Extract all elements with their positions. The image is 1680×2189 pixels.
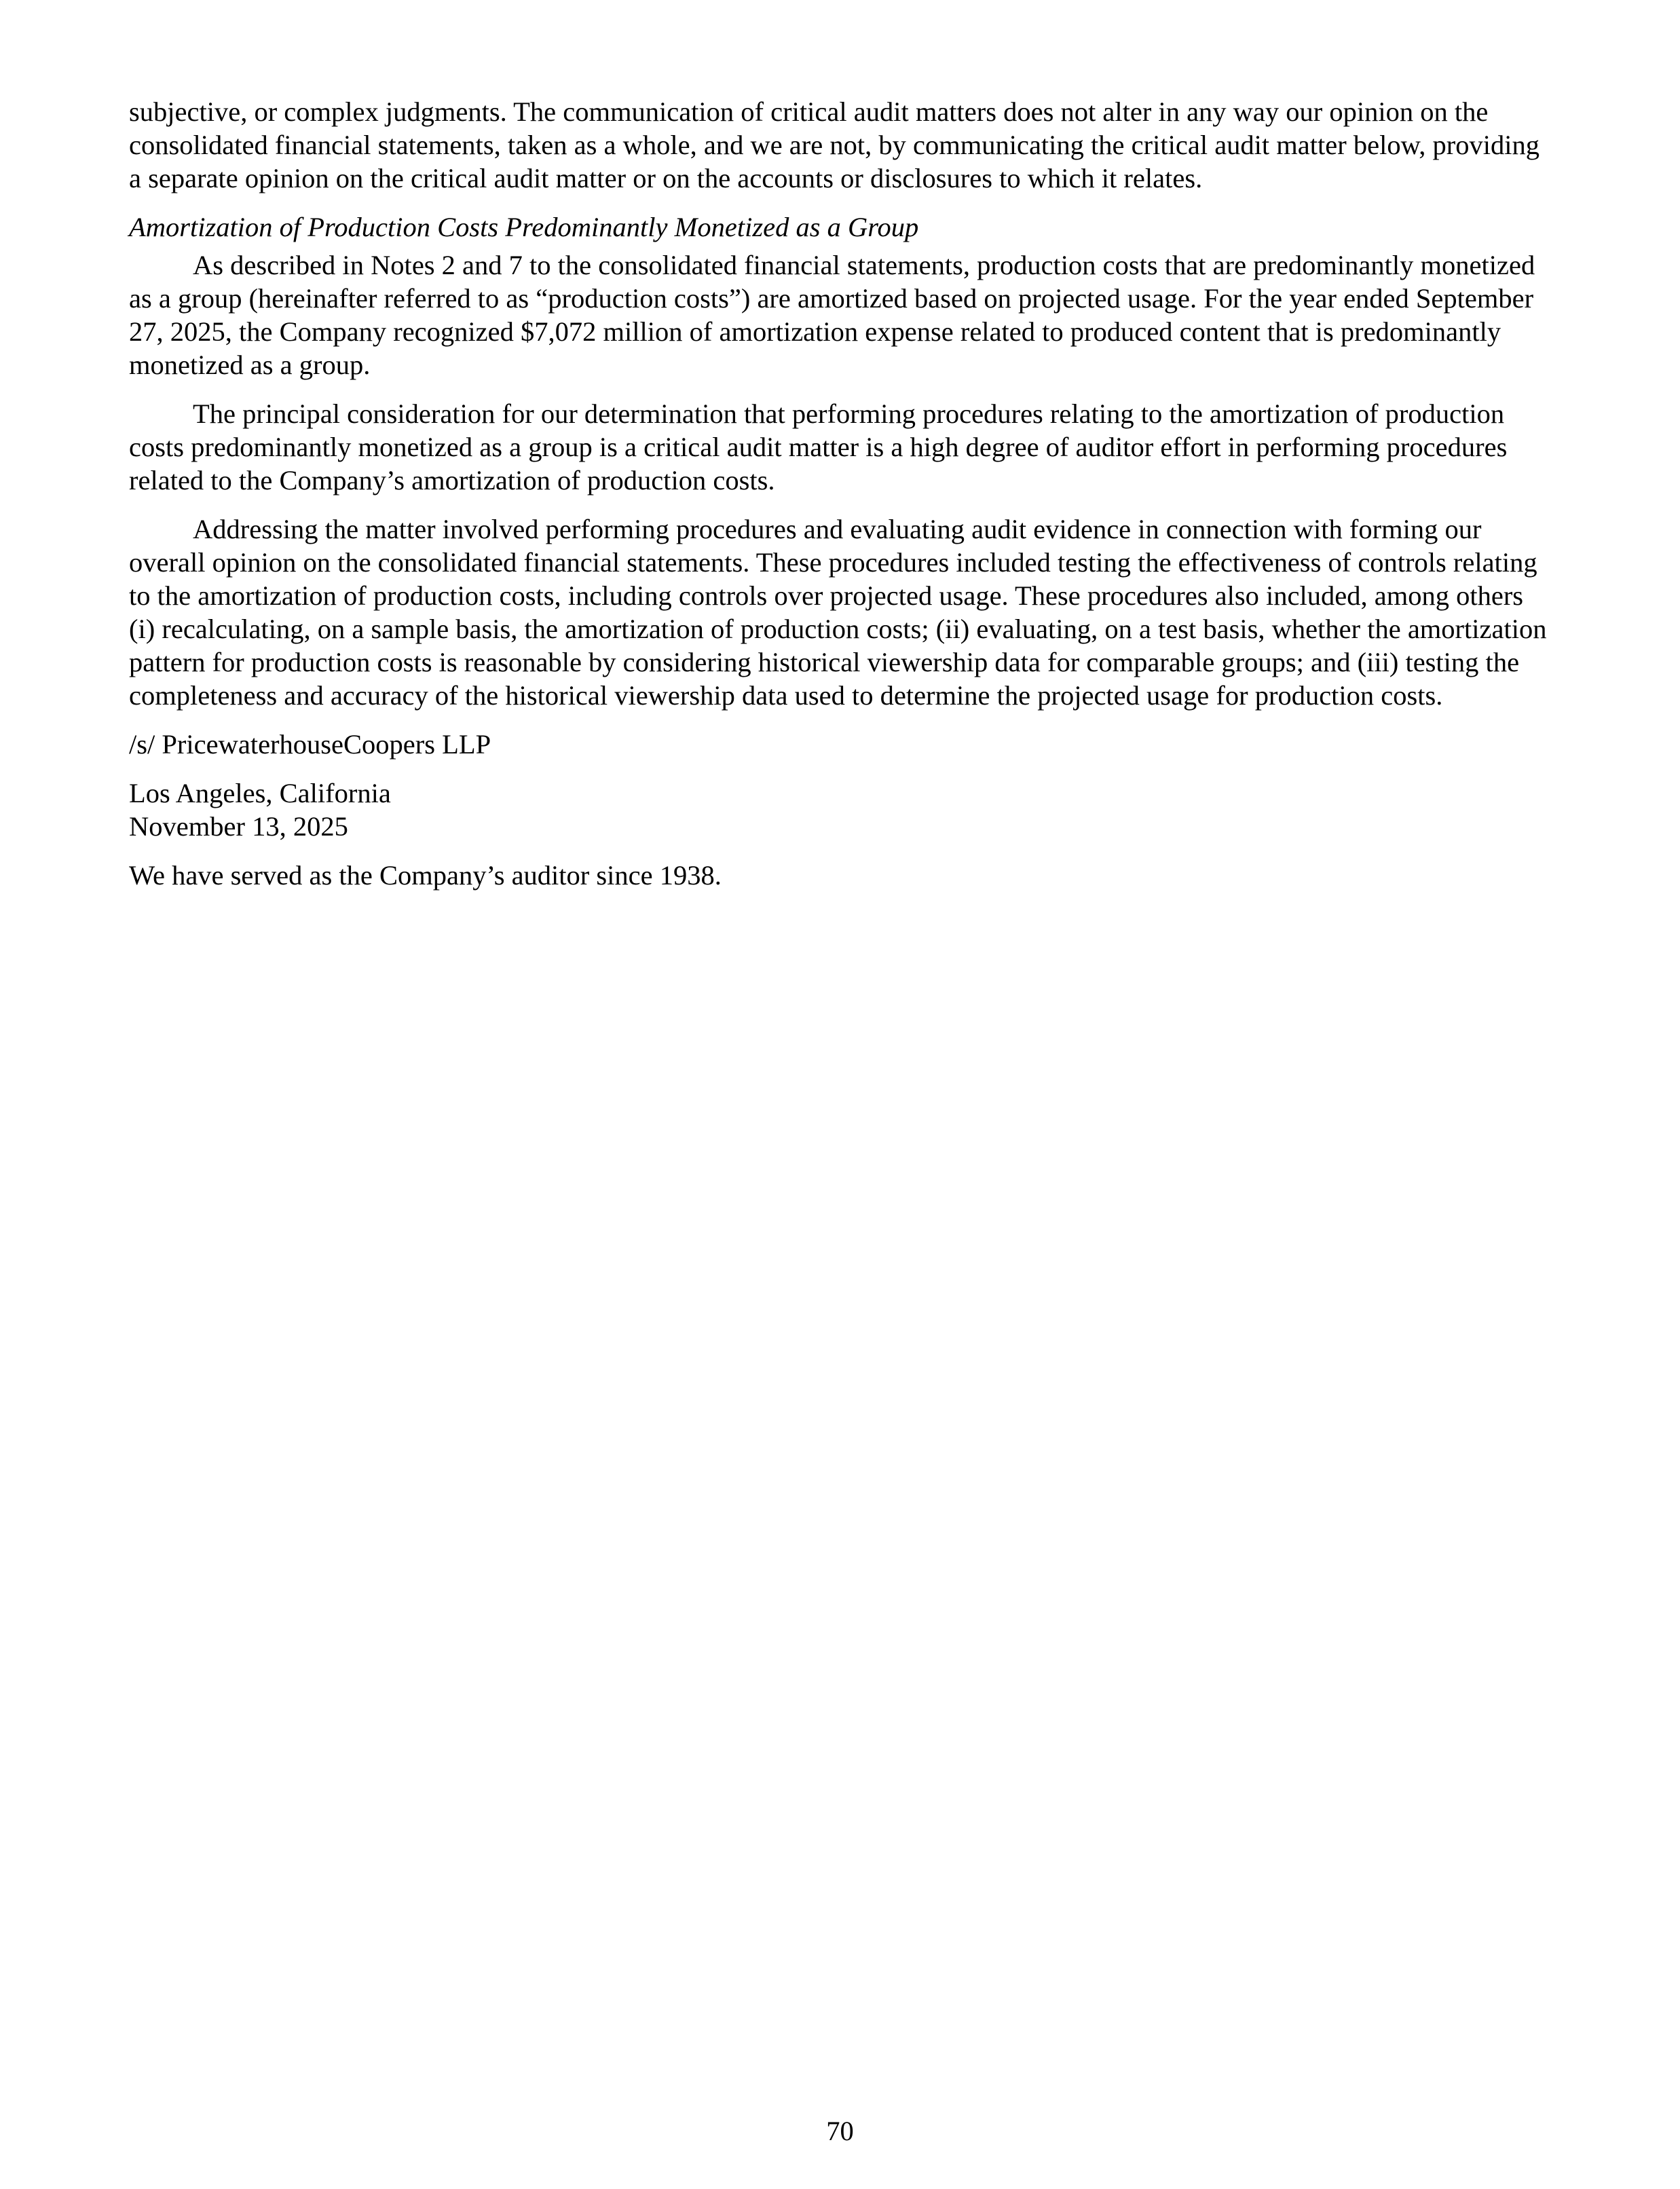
auditor-signature: /s/ PricewaterhouseCoopers LLP	[129, 729, 491, 760]
page-number: 70	[826, 2116, 854, 2146]
signing-date: November 13, 2025	[129, 811, 348, 842]
critical-audit-matter-heading: Amortization of Production Costs Predominantly Monetized as a Group	[129, 212, 919, 242]
document-body	[129, 95, 1554, 908]
location-date-block	[129, 777, 1554, 843]
cam-paragraph-description: As described in Notes 2 and 7 to the consolidated financial statements, production costs that are predominantly monetized as a group (hereinafter referred to as “production costs”) are amortized based on projected usage. For the year ended September 27, 2025, the Company recognized $7,072 million of amortization expense related to produced content that is predominantly monetized as a group.	[129, 250, 1535, 380]
intro-paragraph: subjective, or complex judgments. The communication of critical audit matters does not alter in any way our opinion on the consolidated financial statements, taken as a whole, and we are not, by communicating the critical audit matter below, providing a separate opinion on the critical audit matter or on the accounts or disclosures to which it relates.	[129, 96, 1539, 193]
auditor-tenure-statement: We have served as the Company’s auditor since 1938.	[129, 860, 722, 891]
signing-location: Los Angeles, California	[129, 778, 391, 808]
cam-paragraph-procedures: Addressing the matter involved performing procedures and evaluating audit evidence in connection with forming our overall opinion on the consolidated financial statements. These procedures included testing the effectiveness of controls relating to the amortization of production costs, including controls over projected usage. These procedures also included, among others (i) recalculating, on a sample basis, the amortization of production costs; (ii) evaluating, on a test basis, whether the amortization pattern for production costs is reasonable by considering historical viewership data for comparable groups; and (iii) testing the completeness and accuracy of the historical viewership data used to determine the projected usage for production costs.	[129, 514, 1547, 711]
cam-paragraph-principal-consideration: The principal consideration for our determination that performing procedures relating to the amortization of production costs predominantly monetized as a group is a critical audit matter is a high degree of auditor effort in performing procedures related to the Company’s amortization of production costs.	[129, 398, 1508, 495]
